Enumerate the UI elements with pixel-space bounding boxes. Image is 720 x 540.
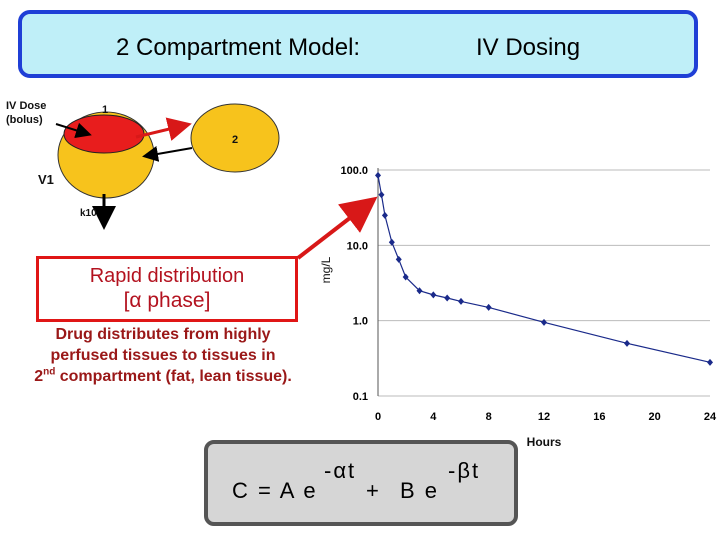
k10-label: k10 bbox=[80, 208, 97, 219]
y-tick-label: 100.0 bbox=[340, 165, 368, 177]
x-tick-label: 12 bbox=[537, 411, 551, 423]
description-line-2: perfused tissues to tissues in bbox=[50, 347, 276, 364]
page-subtitle: IV Dosing bbox=[476, 34, 581, 61]
y-tick-label: 1.0 bbox=[352, 315, 368, 328]
equation-exponent-alpha: -αt bbox=[324, 458, 357, 483]
x-tick-label: 16 bbox=[593, 411, 606, 423]
equation-term-b: B e bbox=[400, 478, 440, 503]
equation-exponent-beta: -βt bbox=[448, 458, 481, 483]
iv-dose-label: IV Dose bbox=[6, 100, 47, 112]
data-point bbox=[486, 304, 492, 311]
y-tick-label: 0.1 bbox=[352, 391, 368, 403]
description-line-3 bbox=[10, 366, 316, 387]
x-tick-label: 0 bbox=[374, 411, 382, 423]
y-tick-label: 10.0 bbox=[346, 240, 368, 253]
description-ordinal-suffix: nd bbox=[43, 366, 56, 378]
description-ordinal: 2 bbox=[34, 368, 44, 385]
data-point bbox=[396, 256, 402, 263]
data-point bbox=[375, 172, 381, 179]
data-point bbox=[458, 298, 464, 305]
series-line bbox=[378, 175, 710, 362]
chart-series bbox=[375, 172, 713, 366]
compartment-2-label: 2 bbox=[232, 134, 239, 146]
iv-dose-bolus bbox=[64, 115, 144, 153]
x-tick-label: 20 bbox=[648, 411, 661, 423]
description-line-1: Drug distributes from highly bbox=[55, 326, 271, 343]
x-axis-label: Hours bbox=[526, 435, 562, 449]
rapid-distribution-callout bbox=[36, 256, 298, 322]
callout-phase: [α phase] bbox=[123, 289, 211, 312]
data-point bbox=[378, 191, 384, 198]
compartment-1-label: 1 bbox=[102, 104, 109, 116]
v1-label: V1 bbox=[38, 172, 54, 187]
equation-plus: + bbox=[366, 478, 381, 503]
chart-grid bbox=[378, 170, 710, 396]
callout-title: Rapid distribution bbox=[89, 265, 245, 287]
data-point bbox=[707, 359, 713, 366]
data-point bbox=[389, 239, 395, 246]
x-tick-label: 8 bbox=[485, 411, 492, 423]
equation-lhs: C = A e bbox=[232, 478, 318, 503]
data-point bbox=[444, 294, 450, 301]
x-tick-label: 4 bbox=[430, 411, 437, 423]
data-point bbox=[624, 340, 630, 347]
data-point bbox=[382, 212, 388, 219]
equation-box bbox=[204, 440, 518, 526]
bolus-label: (bolus) bbox=[6, 114, 43, 126]
data-point bbox=[541, 319, 547, 326]
concentration-time-chart bbox=[300, 150, 720, 450]
page-title: 2 Compartment Model: bbox=[116, 34, 361, 61]
callout-description bbox=[10, 324, 316, 387]
chart-ticks bbox=[340, 165, 717, 423]
y-axis-label: mg/L bbox=[319, 256, 333, 284]
x-tick-label: 24 bbox=[703, 411, 717, 423]
description-rest: compartment (fat, lean tissue). bbox=[55, 368, 292, 385]
data-point bbox=[430, 291, 436, 298]
